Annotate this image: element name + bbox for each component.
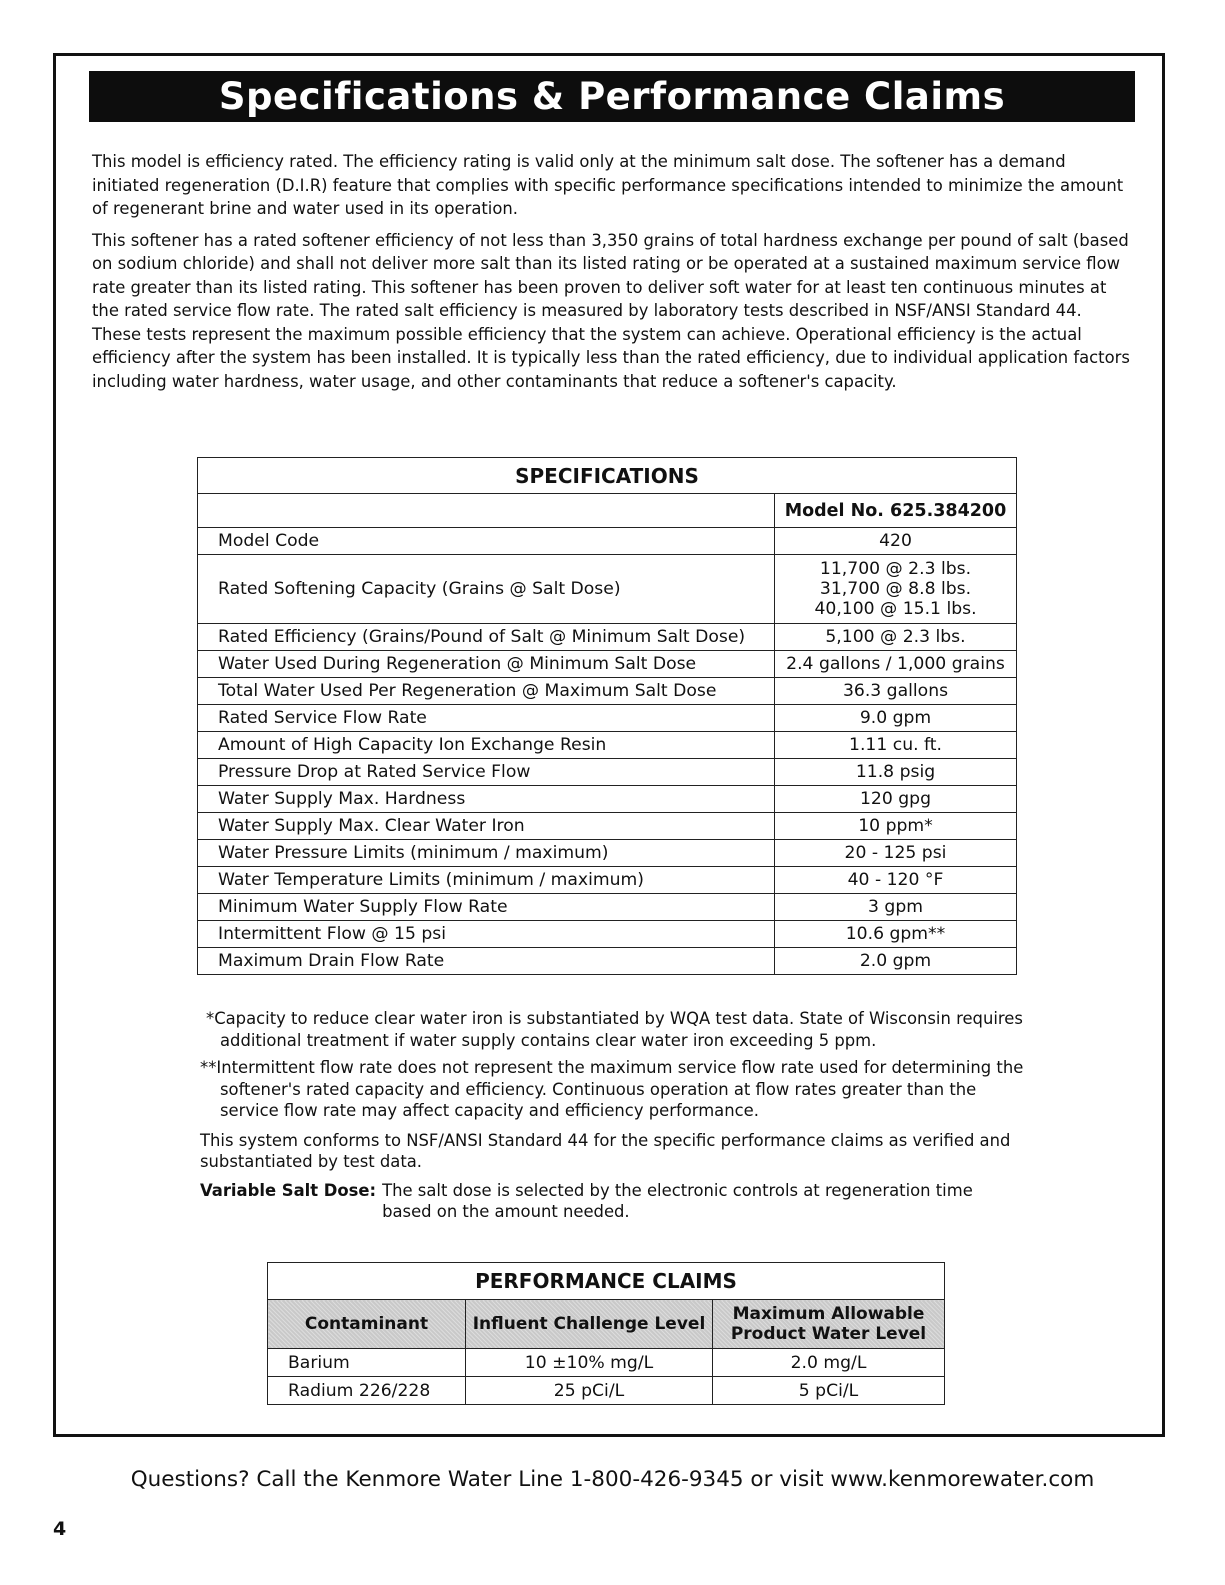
spec-value: 9.0 gpm: [775, 705, 1017, 732]
spec-value: 10.6 gpm**: [775, 921, 1017, 948]
max-allowable-cell: 5 pCi/L: [713, 1377, 945, 1405]
spec-label: Intermittent Flow @ 15 psi: [198, 921, 775, 948]
spec-label: Rated Service Flow Rate: [198, 705, 775, 732]
table-row: [198, 528, 1017, 555]
table-row: [198, 786, 1017, 813]
table-row: [268, 1349, 945, 1377]
spec-label: Amount of High Capacity Ion Exchange Resin: [198, 732, 775, 759]
column-header-contaminant: Contaminant: [268, 1300, 466, 1349]
footnote-intermittent-flow: **Intermittent flow rate does not represent the maximum service flow rate used for determining the softener's rated capacity and efficiency. Continuous operation at flow rates greater than the service flow rate may affect capacity and efficiency performance.: [200, 1058, 1024, 1120]
max-allowable-cell: 2.0 mg/L: [713, 1349, 945, 1377]
footnote-iron: *Capacity to reduce clear water iron is substantiated by WQA test data. State of Wisconsin requires additional treatment if water supply contains clear water iron exceeding 5 ppm.: [206, 1009, 1023, 1050]
spec-label: Water Supply Max. Hardness: [198, 786, 775, 813]
intro-paragraph-2: This softener has a rated softener efficiency of not less than 3,350 grains of total hardness exchange per pound of salt (based on sodium chloride) and shall not deliver more salt than its listed rating or be operated at a sustained maximum service flow rate greater than its listed rating. This softener has been proven to deliver soft water for at least ten continuous minutes at the rated service flow rate. The rated salt efficiency is measured by laboratory tests described in NSF/ANSI Standard 44. These tests represent the maximum possible efficiency that the system can achieve. Operational efficiency is the actual efficiency after the system has been installed. It is typically less than the rated efficiency, due to individual application factors including water hardness, water usage, and other contaminants that reduce a softener's capacity.: [92, 230, 1130, 391]
table-row: [198, 705, 1017, 732]
spec-value: 2.4 gallons / 1,000 grains: [775, 651, 1017, 678]
spec-value: 3 gpm: [775, 894, 1017, 921]
influent-cell: 10 ±10% mg/L: [466, 1349, 713, 1377]
table-row: [198, 555, 1017, 624]
spec-value: 10 ppm*: [775, 813, 1017, 840]
variable-salt-dose: [200, 1180, 1040, 1223]
table-row: [198, 867, 1017, 894]
spec-label: Pressure Drop at Rated Service Flow: [198, 759, 775, 786]
spec-value: 420: [775, 528, 1017, 555]
spec-value: 120 gpg: [775, 786, 1017, 813]
table-row: [198, 732, 1017, 759]
spec-label: Rated Softening Capacity (Grains @ Salt Dose): [198, 555, 775, 624]
variable-salt-dose-text: The salt dose is selected by the electronic controls at regeneration time based on the amount needed.: [382, 1180, 973, 1221]
spec-label: Maximum Drain Flow Rate: [198, 948, 775, 975]
capacity-value: 40,100 @ 15.1 lbs.: [814, 599, 977, 619]
empty-header-cell: [198, 494, 775, 528]
spec-value: 36.3 gallons: [775, 678, 1017, 705]
spec-label: Rated Efficiency (Grains/Pound of Salt @ Minimum Salt Dose): [198, 624, 775, 651]
model-number-header: Model No. 625.384200: [775, 494, 1017, 528]
spec-label: Minimum Water Supply Flow Rate: [198, 894, 775, 921]
conformance-statement: This system conforms to NSF/ANSI Standard 44 for the specific performance claims as verified and substantiated by test data.: [200, 1130, 1011, 1171]
table-row: [198, 759, 1017, 786]
spec-value: 5,100 @ 2.3 lbs.: [775, 624, 1017, 651]
variable-salt-dose-label: Variable Salt Dose:: [200, 1180, 377, 1200]
table-row: [198, 678, 1017, 705]
spec-value: 1.11 cu. ft.: [775, 732, 1017, 759]
spec-value: 40 - 120 °F: [775, 867, 1017, 894]
capacity-value: 11,700 @ 2.3 lbs.: [819, 559, 972, 579]
spec-value: 2.0 gpm: [775, 948, 1017, 975]
table-row: [268, 1377, 945, 1405]
specifications-table: [197, 457, 1017, 975]
column-header-influent: Influent Challenge Level: [466, 1300, 713, 1349]
page-number: 4: [53, 1518, 67, 1540]
spec-value: 20 - 125 psi: [775, 840, 1017, 867]
table-row: [198, 894, 1017, 921]
contaminant-cell: Barium: [268, 1349, 466, 1377]
table-row: [198, 813, 1017, 840]
spec-label: Water Used During Regeneration @ Minimum Salt Dose: [198, 651, 775, 678]
notes-section: [200, 1008, 1040, 1223]
column-header-max-allowable: Maximum Allowable Product Water Level: [713, 1300, 945, 1349]
capacity-value: 31,700 @ 8.8 lbs.: [819, 579, 972, 599]
table-row: [198, 921, 1017, 948]
footer-contact-line: Questions? Call the Kenmore Water Line 1-800-426-9345 or visit www.kenmorewater.com: [130, 1467, 1095, 1492]
specifications-title: SPECIFICATIONS: [198, 458, 1017, 494]
spec-label: Total Water Used Per Regeneration @ Maximum Salt Dose: [198, 678, 775, 705]
page-title: Specifications & Performance Claims: [89, 71, 1135, 122]
spec-label: Water Supply Max. Clear Water Iron: [198, 813, 775, 840]
table-row: [198, 651, 1017, 678]
spec-label: Model Code: [198, 528, 775, 555]
table-row: [198, 948, 1017, 975]
spec-value: [775, 555, 1017, 624]
spec-value: 11.8 psig: [775, 759, 1017, 786]
table-row: [198, 624, 1017, 651]
influent-cell: 25 pCi/L: [466, 1377, 713, 1405]
spec-label: Water Temperature Limits (minimum / maximum): [198, 867, 775, 894]
performance-claims-table: [267, 1262, 945, 1405]
intro-section: [92, 150, 1132, 401]
spec-label: Water Pressure Limits (minimum / maximum): [198, 840, 775, 867]
intro-paragraph-1: This model is efficiency rated. The efficiency rating is valid only at the minimum salt dose. The softener has a demand initiated regeneration (D.I.R) feature that complies with specific performance specifications intended to minimize the amount of regenerant brine and water used in its operation.: [92, 152, 1124, 218]
table-row: [198, 840, 1017, 867]
performance-claims-title: PERFORMANCE CLAIMS: [268, 1263, 945, 1300]
contaminant-cell: Radium 226/228: [268, 1377, 466, 1405]
